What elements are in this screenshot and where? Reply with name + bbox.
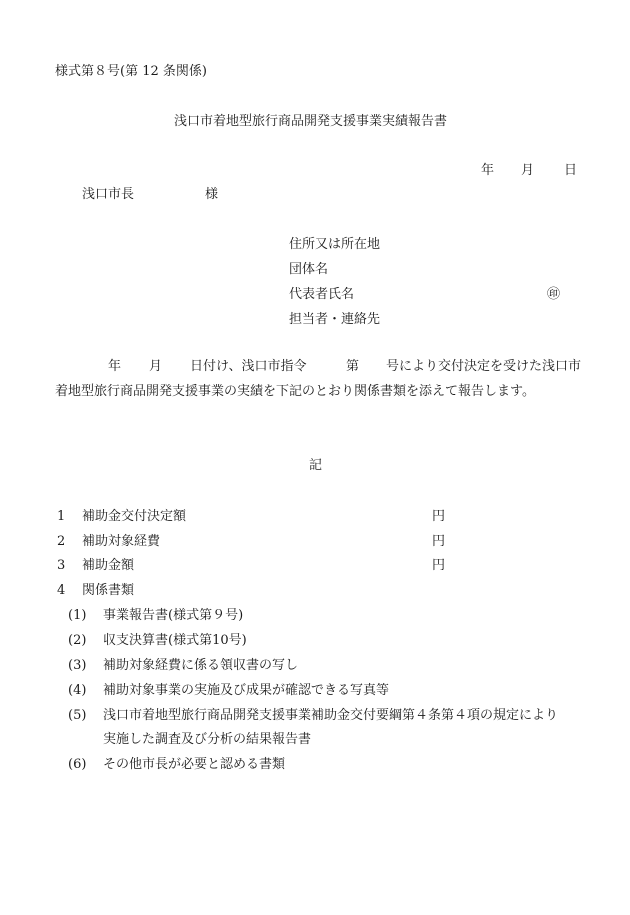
item-number: 3: [57, 558, 66, 573]
body-rest: 号により交付決定を受けた浅口市: [386, 359, 582, 374]
sub-item-number: (5): [68, 708, 87, 723]
item-label: 補助金交付決定額: [82, 509, 187, 524]
address-label: 住所又は所在地: [289, 237, 381, 252]
sub-item-text: 補助対象事業の実施及び成果が確認できる写真等: [103, 683, 390, 698]
item-label: 補助対象経費: [82, 534, 161, 549]
seal-mark: ㊞: [547, 287, 561, 302]
item-number: 1: [57, 509, 66, 524]
ki-heading: 記: [309, 458, 323, 473]
date-day: 日: [564, 163, 578, 178]
sub-item-number: (2): [68, 633, 87, 648]
sub-item-text: その他市長が必要と認める書類: [103, 757, 286, 772]
sub-item-text-continued: 実施した調査及び分析の結果報告書: [103, 732, 312, 747]
org-label: 団体名: [289, 262, 329, 277]
document-title: 浅口市着地型旅行商品開発支援事業実績報告書: [174, 114, 448, 129]
item-number: 4: [57, 583, 66, 598]
date-year: 年: [481, 163, 495, 178]
rep-label: 代表者氏名: [289, 287, 355, 302]
sub-item-number: (6): [68, 757, 87, 772]
sub-item-number: (4): [68, 683, 87, 698]
item-label: 関係書類: [82, 583, 135, 598]
sub-item-number: (1): [68, 608, 87, 623]
sub-item-text: 収支決算書(様式第10号): [103, 633, 247, 648]
item-unit: 円: [432, 534, 446, 549]
sub-item-number: (3): [68, 658, 87, 673]
body-day-ref: 日付け、浅口市指令: [190, 359, 307, 374]
sub-item-text: 事業報告書(様式第９号): [103, 608, 244, 623]
sub-item-text: 浅口市着地型旅行商品開発支援事業補助金交付要綱第４条第４項の規定により: [103, 708, 559, 723]
body-month: 月: [149, 359, 163, 374]
item-unit: 円: [432, 558, 446, 573]
body-dai: 第: [346, 359, 360, 374]
item-label: 補助金額: [82, 558, 135, 573]
contact-label: 担当者・連絡先: [289, 312, 381, 327]
body-year: 年: [108, 359, 122, 374]
item-unit: 円: [432, 509, 446, 524]
addressee-name: 浅口市長: [82, 187, 135, 202]
item-number: 2: [57, 534, 66, 549]
sub-item-text: 補助対象経費に係る領収書の写し: [103, 658, 299, 673]
form-number: 様式第８号(第 12 条関係): [55, 64, 207, 79]
addressee-honorific: 様: [205, 187, 219, 202]
body-line-2: 着地型旅行商品開発支援事業の実績を下記のとおり関係書類を添えて報告します。: [55, 384, 535, 399]
date-month: 月: [521, 163, 535, 178]
